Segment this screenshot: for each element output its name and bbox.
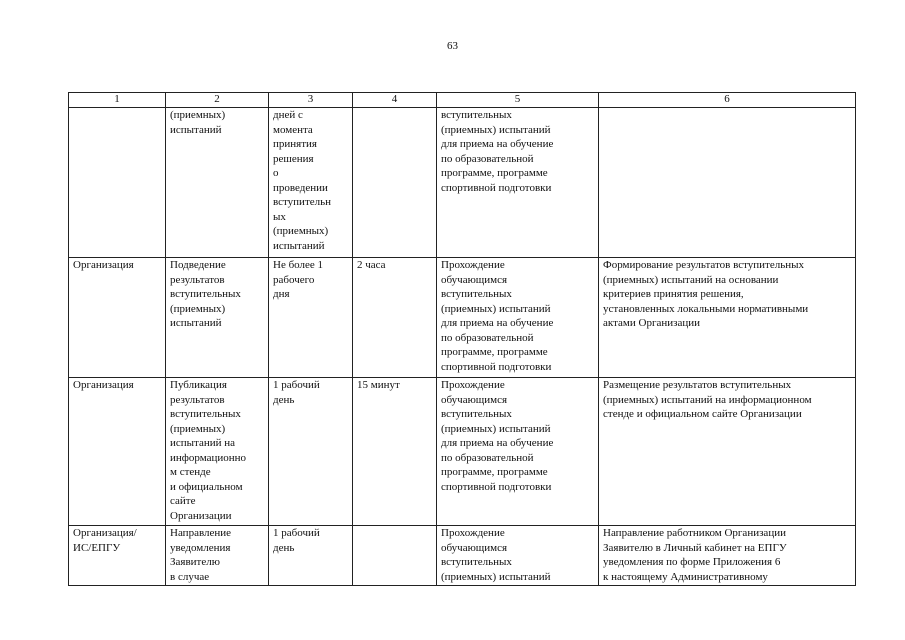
deadline-cell: 1 рабочий день [269,378,353,526]
duration-cell [353,526,437,586]
header-cell: 5 [437,93,599,108]
procedure-table [68,92,856,586]
criteria-cell: Прохождение обучающимся вступительных (приемных) испытаний для приема на обучение по образовательной программе, программе спортивной подготовки [437,378,599,526]
responsible-cell [69,108,166,258]
criteria-cell: Прохождение обучающимся вступительных (приемных) испытаний для приема на обучение по образовательной программе, программе спортивной подготовки [437,258,599,378]
deadline-cell: дней с момента принятия решения о проведении вступительн ых (приемных) испытаний [269,108,353,258]
responsible-cell: Организация [69,258,166,378]
action-cell: Подведение результатов вступительных (приемных) испытаний [166,258,269,378]
action-cell: (приемных) испытаний [166,108,269,258]
criteria-cell: Прохождение обучающимся вступительных (приемных) испытаний [437,526,599,586]
header-cell: 3 [269,93,353,108]
table-header-row [69,93,856,108]
header-cell: 2 [166,93,269,108]
criteria-cell: вступительных (приемных) испытаний для приема на обучение по образовательной программе, программе спортивной подготовки [437,108,599,258]
header-cell: 6 [599,93,856,108]
table-row [69,378,856,526]
table-row [69,258,856,378]
header-cell: 1 [69,93,166,108]
deadline-cell: Не более 1 рабочего дня [269,258,353,378]
responsible-cell: Организация [69,378,166,526]
page-number: 63 [447,40,458,52]
action-cell: Публикация результатов вступительных (приемных) испытаний на информационно м стенде и официальном сайте Организации [166,378,269,526]
responsible-cell: Организация/ ИС/ЕПГУ [69,526,166,586]
duration-cell [353,108,437,258]
duration-cell: 2 часа [353,258,437,378]
result-cell [599,108,856,258]
header-cell: 4 [353,93,437,108]
deadline-cell: 1 рабочий день [269,526,353,586]
duration-cell: 15 минут [353,378,437,526]
result-cell: Размещение результатов вступительных (приемных) испытаний на информационном стенде и официальном сайте Организации [599,378,856,526]
result-cell: Направление работником Организации Заявителю в Личный кабинет на ЕПГУ уведомления по форме Приложения 6 к настоящему Административному [599,526,856,586]
result-cell: Формирование результатов вступительных (приемных) испытаний на основании критериев принятия решения, установленных локальными нормативными актами Организации [599,258,856,378]
table-row [69,108,856,258]
table-row [69,526,856,586]
action-cell: Направление уведомления Заявителю в случае [166,526,269,586]
